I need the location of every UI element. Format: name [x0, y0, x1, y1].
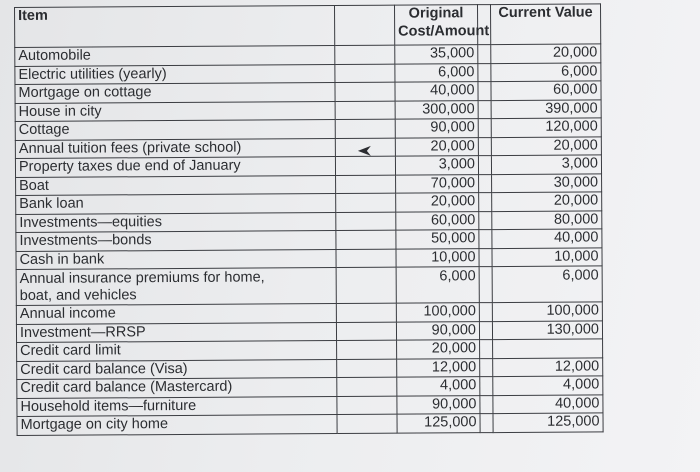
- row-original-amount: 4,000: [397, 377, 480, 396]
- row-item: Household items—furniture: [17, 396, 337, 416]
- asset-liability-table: [14, 3, 604, 435]
- row-spacer: [335, 156, 395, 175]
- row-spacer: [336, 230, 396, 249]
- row-spacer-2: [480, 340, 493, 359]
- row-spacer-2: [478, 100, 491, 119]
- row-original-amount: 125,000: [397, 414, 480, 433]
- row-current-value: 20,000: [491, 136, 601, 155]
- row-original-amount: 3,000: [395, 156, 478, 175]
- header-original-cost: [394, 5, 490, 46]
- row-original-amount: 90,000: [397, 395, 480, 414]
- row-spacer-2: [479, 230, 492, 249]
- row-original-amount: 90,000: [395, 119, 478, 138]
- row-spacer: [336, 212, 396, 231]
- row-spacer: [335, 119, 395, 138]
- row-current-value: 10,000: [492, 247, 602, 266]
- row-item: Mortgage on cottage: [15, 83, 335, 103]
- row-original-amount: 6,000: [395, 63, 478, 82]
- row-current-value: 6,000: [492, 266, 602, 303]
- row-spacer: [335, 101, 395, 120]
- table-row: [16, 266, 602, 306]
- row-current-value: 20,000: [491, 44, 601, 63]
- row-current-value: 125,000: [493, 413, 603, 432]
- row-spacer: [335, 64, 395, 83]
- table-row: [17, 413, 603, 435]
- row-original-amount: 35,000: [395, 45, 478, 64]
- header-row: [15, 4, 601, 48]
- row-spacer: [337, 377, 397, 396]
- row-current-value: 6,000: [491, 62, 601, 81]
- row-spacer-2: [478, 137, 491, 156]
- row-spacer: [337, 396, 397, 415]
- row-spacer-2: [480, 414, 493, 433]
- row-item: Bank loan: [16, 194, 336, 214]
- row-item: Credit card balance (Visa): [17, 359, 337, 379]
- row-spacer: [337, 340, 397, 359]
- row-current-value: 130,000: [492, 320, 602, 339]
- row-current-value: 12,000: [493, 357, 603, 376]
- row-item: Mortgage on city home: [17, 415, 337, 435]
- row-original-amount: 90,000: [396, 321, 479, 340]
- row-original-amount: 20,000: [397, 340, 480, 359]
- row-spacer-2: [480, 377, 493, 396]
- header-current-value: Current Value: [490, 4, 600, 45]
- row-spacer: [335, 45, 395, 64]
- row-item: Property taxes due end of January: [15, 157, 335, 177]
- table-body: [15, 44, 603, 435]
- row-item: Investment—RRSP: [16, 322, 336, 342]
- row-spacer: [336, 303, 396, 322]
- row-item: House in city: [15, 101, 335, 121]
- row-current-value: 60,000: [491, 81, 601, 100]
- header-original-label: Original Cost/Amount: [398, 5, 490, 40]
- document-sheet: [14, 3, 603, 444]
- header-spacer: [334, 5, 394, 45]
- row-original-amount: 20,000: [395, 137, 478, 156]
- row-current-value: [493, 339, 603, 358]
- header-item: Item: [15, 6, 335, 48]
- row-item: Cash in bank: [16, 249, 336, 269]
- row-item: Investments—equities: [16, 212, 336, 232]
- row-current-value: 3,000: [491, 155, 601, 174]
- row-spacer-2: [478, 45, 491, 64]
- row-spacer: [336, 322, 396, 341]
- row-spacer-2: [479, 211, 492, 230]
- row-item: Investments—bonds: [16, 231, 336, 251]
- row-item-line1: Annual insurance premiums for home,: [19, 269, 265, 287]
- row-item: [16, 268, 336, 306]
- row-current-value: 80,000: [492, 210, 602, 229]
- row-current-value: 40,000: [492, 229, 602, 248]
- row-current-value: 40,000: [493, 394, 603, 413]
- row-spacer-2: [478, 119, 491, 138]
- row-original-amount: 70,000: [396, 174, 479, 193]
- mouse-cursor-icon: [358, 145, 372, 157]
- row-spacer: [337, 359, 397, 378]
- row-original-amount: 10,000: [396, 248, 479, 267]
- row-current-value: 30,000: [492, 173, 602, 192]
- row-original-amount: 50,000: [396, 230, 479, 249]
- row-item: Credit card limit: [17, 341, 337, 361]
- row-current-value: 100,000: [492, 302, 602, 321]
- row-item-line2: boat, and vehicles: [19, 287, 137, 304]
- row-spacer-2: [479, 321, 492, 340]
- row-spacer-2: [479, 248, 492, 267]
- row-current-value: 120,000: [491, 118, 601, 137]
- row-spacer-2: [478, 82, 491, 101]
- row-original-amount: 40,000: [395, 82, 478, 101]
- row-spacer: [337, 414, 397, 433]
- row-spacer-2: [479, 174, 492, 193]
- row-current-value: 4,000: [493, 376, 603, 395]
- row-item: Annual income: [16, 304, 336, 324]
- row-spacer: [336, 175, 396, 194]
- row-item: Boat: [16, 175, 336, 195]
- row-spacer: [336, 267, 396, 303]
- row-spacer-2: [479, 267, 492, 303]
- row-original-amount: 12,000: [397, 358, 480, 377]
- row-spacer-2: [480, 358, 493, 377]
- row-original-amount: 20,000: [396, 193, 479, 212]
- row-current-value: 20,000: [492, 192, 602, 211]
- row-item: Credit card balance (Mastercard): [17, 378, 337, 398]
- row-item: Cottage: [15, 120, 335, 140]
- row-original-amount: 60,000: [396, 211, 479, 230]
- row-spacer-2: [478, 63, 491, 82]
- row-spacer-2: [479, 193, 492, 212]
- row-original-amount: 6,000: [396, 267, 479, 304]
- row-spacer-2: [478, 156, 491, 175]
- row-spacer: [336, 193, 396, 212]
- row-item: Electric utilities (yearly): [15, 64, 335, 84]
- row-spacer: [335, 82, 395, 101]
- row-item: Annual tuition fees (private school): [15, 138, 335, 158]
- row-spacer: [336, 249, 396, 268]
- row-spacer-2: [479, 303, 492, 322]
- row-spacer-2: [480, 395, 493, 414]
- row-original-amount: 100,000: [396, 303, 479, 322]
- row-current-value: 390,000: [491, 99, 601, 118]
- row-item: Automobile: [15, 46, 335, 66]
- row-original-amount: 300,000: [395, 100, 478, 119]
